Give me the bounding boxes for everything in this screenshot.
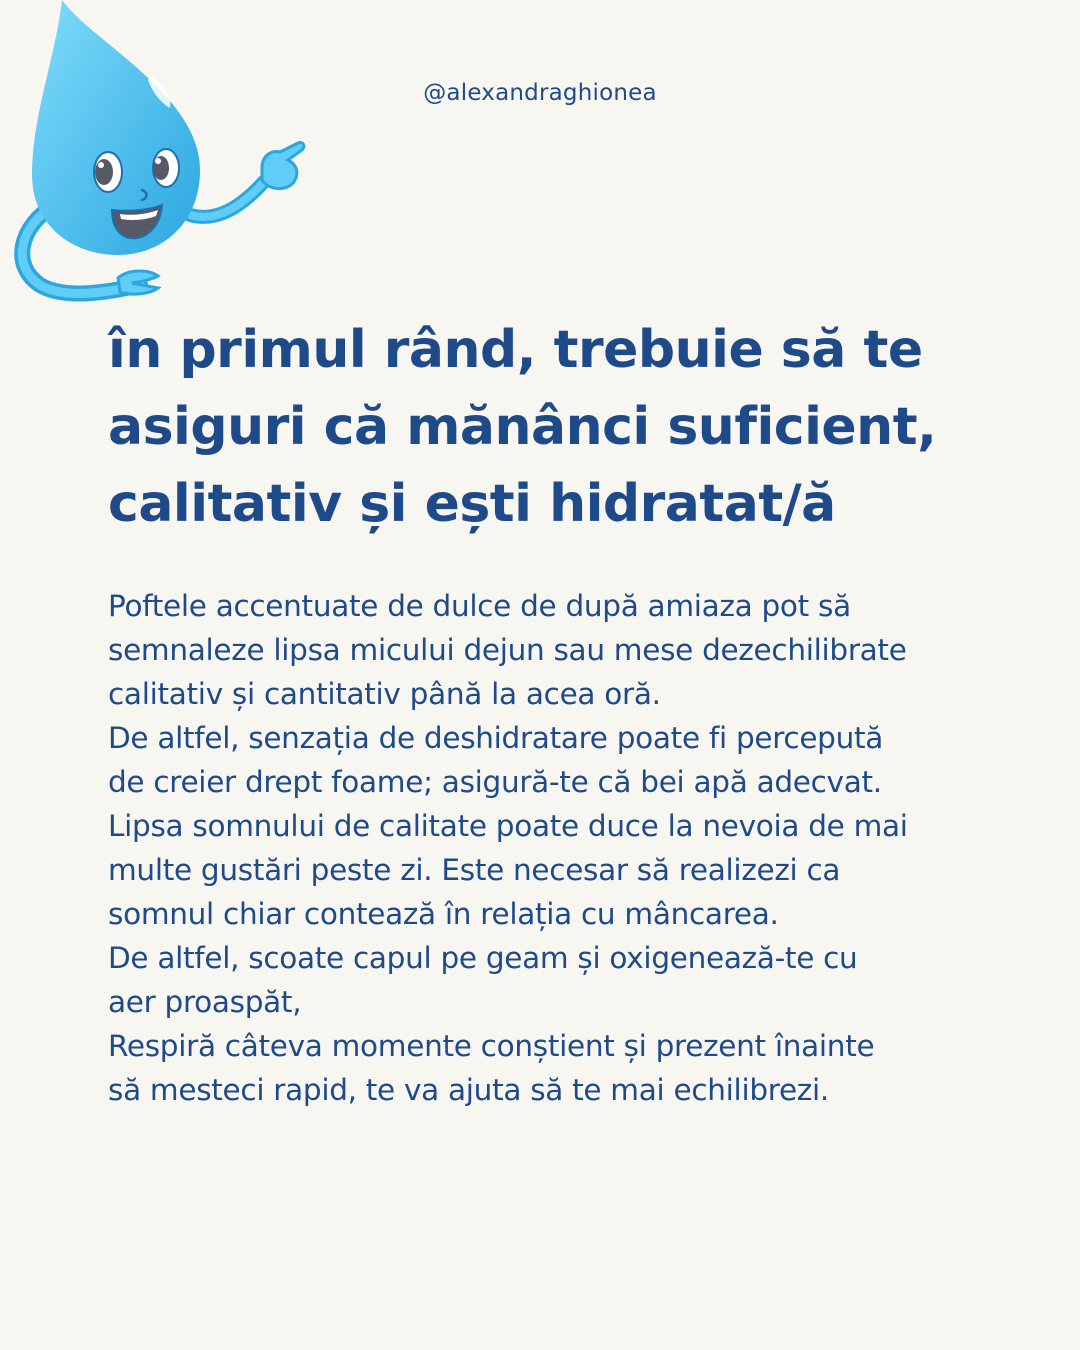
water-drop-mascot-icon xyxy=(0,0,320,310)
body-paragraph xyxy=(108,584,988,1112)
body-line: să mesteci rapid, te va ajuta să te mai echilibrezi. xyxy=(108,1073,829,1107)
headline xyxy=(108,312,988,543)
body-line: somnul chiar contează în relația cu mâncarea. xyxy=(108,897,779,931)
body-line: aer proaspăt, xyxy=(108,985,302,1019)
body-line: Respiră câteva momente conștient și prezent înainte xyxy=(108,1029,875,1063)
headline-line: asiguri că mănânci suficient, xyxy=(108,397,937,457)
headline-line: calitativ și ești hidratat/ă xyxy=(108,474,836,534)
body-line: De altfel, senzația de deshidratare poate fi percepută xyxy=(108,721,884,755)
author-handle: @alexandraghionea xyxy=(423,80,657,106)
body-line: de creier drept foame; asigură-te că bei apă adecvat. xyxy=(108,765,882,799)
body-line: Lipsa somnului de calitate poate duce la nevoia de mai xyxy=(108,809,908,843)
body-line: semnaleze lipsa micului dejun sau mese dezechilibrate xyxy=(108,633,907,667)
body-line: multe gustări peste zi. Este necesar să realizezi ca xyxy=(108,853,841,887)
body-line: calitativ și cantitativ până la acea oră. xyxy=(108,677,661,711)
body-line: De altfel, scoate capul pe geam și oxigenează-te cu xyxy=(108,941,858,975)
body-line: Poftele accentuate de dulce de după amiaza pot să xyxy=(108,589,851,623)
headline-line: în primul rând, trebuie să te xyxy=(108,320,923,380)
